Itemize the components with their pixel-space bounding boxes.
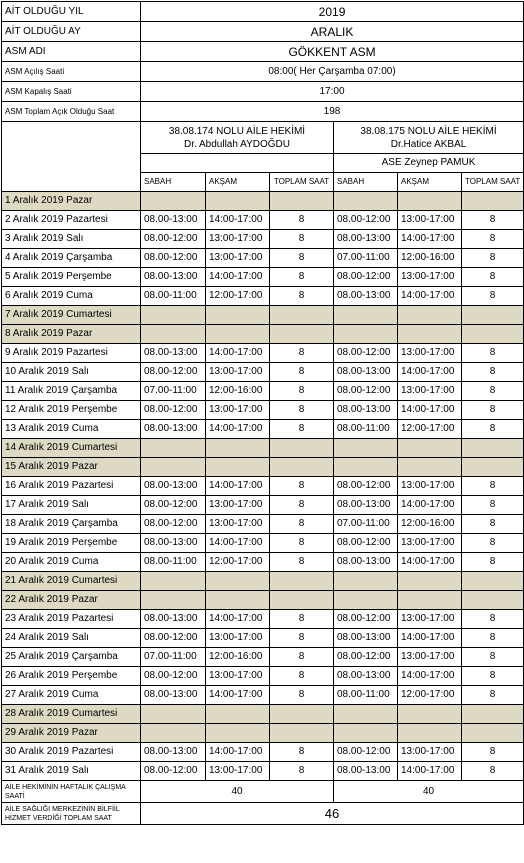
total-hours-cell: 8 — [462, 610, 524, 629]
time-range-cell: 14:00-17:00 — [206, 344, 270, 363]
close-time-label: ASM Kapalış Saati — [2, 82, 141, 102]
time-range-cell: 08.00-12:00 — [334, 743, 398, 762]
time-range-cell — [398, 439, 462, 458]
total-hours-cell: 8 — [462, 629, 524, 648]
total-hours-cell — [462, 705, 524, 724]
time-range-cell — [334, 306, 398, 325]
table-row — [2, 382, 524, 401]
col-total-a: TOPLAM SAAT — [270, 173, 334, 192]
time-range-cell: 08.00-12:00 — [334, 211, 398, 230]
total-hours-cell: 8 — [462, 268, 524, 287]
time-range-cell — [141, 325, 206, 344]
time-range-cell — [206, 306, 270, 325]
col-morning-a: SABAH — [141, 173, 206, 192]
table-row — [2, 496, 524, 515]
day-label: 18 Aralık 2019 Çarşamba — [2, 515, 141, 534]
time-range-cell: 12:00-16:00 — [398, 249, 462, 268]
time-range-cell: 08.00-11:00 — [334, 686, 398, 705]
time-range-cell — [334, 439, 398, 458]
time-range-cell — [141, 439, 206, 458]
time-range-cell: 14:00-17:00 — [398, 363, 462, 382]
table-row — [2, 686, 524, 705]
day-label: 4 Aralık 2019 Çarşamba — [2, 249, 141, 268]
time-range-cell: 08.00-12:00 — [141, 629, 206, 648]
total-hours-cell: 8 — [270, 762, 334, 781]
total-hours-cell: 8 — [462, 420, 524, 439]
table-row — [2, 477, 524, 496]
time-range-cell: 08.00-13:00 — [141, 420, 206, 439]
total-hours-cell: 8 — [270, 382, 334, 401]
day-label: 17 Aralık 2019 Salı — [2, 496, 141, 515]
open-time-label: ASM Açılış Saati — [2, 62, 141, 82]
time-range-cell: 07.00-11:00 — [141, 382, 206, 401]
total-hours-cell — [462, 439, 524, 458]
time-range-cell: 13:00-17:00 — [398, 477, 462, 496]
time-range-cell: 13:00-17:00 — [398, 268, 462, 287]
table-row — [2, 344, 524, 363]
total-hours-cell: 8 — [462, 382, 524, 401]
total-open-hours-value: 198 — [141, 102, 524, 122]
total-hours-cell: 8 — [270, 610, 334, 629]
asm-name-label: ASM ADI — [2, 42, 141, 62]
day-label: 13 Aralık 2019 Cuma — [2, 420, 141, 439]
time-range-cell: 14:00-17:00 — [398, 629, 462, 648]
total-hours-cell: 8 — [270, 287, 334, 306]
table-row — [2, 420, 524, 439]
time-range-cell: 14:00-17:00 — [206, 686, 270, 705]
time-range-cell — [206, 591, 270, 610]
weekend-row — [2, 325, 524, 344]
time-range-cell: 14:00-17:00 — [206, 534, 270, 553]
doctor-a-header — [141, 122, 334, 154]
table-row — [2, 363, 524, 382]
day-label: 22 Aralık 2019 Pazar — [2, 591, 141, 610]
time-range-cell — [398, 192, 462, 211]
time-range-cell: 14:00-17:00 — [206, 268, 270, 287]
total-hours-cell — [270, 724, 334, 743]
time-range-cell: 07.00-11:00 — [141, 648, 206, 667]
time-range-cell: 13:00-17:00 — [398, 610, 462, 629]
day-label: 11 Aralık 2019 Çarşamba — [2, 382, 141, 401]
time-range-cell: 13:00-17:00 — [398, 382, 462, 401]
time-range-cell: 08.00-13:00 — [334, 629, 398, 648]
time-range-cell: 08.00-13:00 — [334, 553, 398, 572]
time-range-cell: 13:00-17:00 — [206, 363, 270, 382]
asm-name-value: GÖKKENT ASM — [141, 42, 524, 62]
doctor-b-header — [334, 122, 524, 154]
time-range-cell: 13:00-17:00 — [206, 230, 270, 249]
total-hours-cell: 8 — [462, 401, 524, 420]
open-time-value: 08:00( Her Çarşamba 07:00) — [141, 62, 524, 82]
time-range-cell: 08.00-12:00 — [141, 496, 206, 515]
day-label: 27 Aralık 2019 Cuma — [2, 686, 141, 705]
time-range-cell — [141, 572, 206, 591]
table-row — [2, 629, 524, 648]
table-row — [2, 743, 524, 762]
time-range-cell: 08.00-13:00 — [334, 762, 398, 781]
time-range-cell: 08.00-12:00 — [334, 648, 398, 667]
time-range-cell: 14:00-17:00 — [398, 401, 462, 420]
day-label: 7 Aralık 2019 Cumartesi — [2, 306, 141, 325]
weekend-row — [2, 572, 524, 591]
time-range-cell — [206, 325, 270, 344]
time-range-cell: 08.00-12:00 — [334, 534, 398, 553]
close-time-value: 17:00 — [141, 82, 524, 102]
table-row — [2, 230, 524, 249]
ase-empty-cell — [141, 154, 334, 173]
time-range-cell: 08.00-13:00 — [141, 211, 206, 230]
month-value: ARALIK — [141, 22, 524, 42]
time-range-cell: 08.00-12:00 — [334, 477, 398, 496]
time-range-cell: 14:00-17:00 — [398, 553, 462, 572]
time-range-cell: 08.00-13:00 — [141, 610, 206, 629]
time-range-cell: 14:00-17:00 — [398, 287, 462, 306]
time-range-cell — [206, 724, 270, 743]
time-range-cell: 13:00-17:00 — [398, 743, 462, 762]
total-hours-cell: 8 — [462, 743, 524, 762]
day-label: 30 Aralık 2019 Pazartesi — [2, 743, 141, 762]
total-hours-cell — [462, 458, 524, 477]
time-range-cell: 08.00-13:00 — [141, 534, 206, 553]
time-range-cell: 13:00-17:00 — [206, 762, 270, 781]
weekend-row — [2, 458, 524, 477]
time-range-cell: 08.00-12:00 — [334, 382, 398, 401]
year-value: 2019 — [141, 2, 524, 22]
day-label: 14 Aralık 2019 Cumartesi — [2, 439, 141, 458]
time-range-cell — [141, 724, 206, 743]
total-hours-cell — [462, 325, 524, 344]
time-range-cell — [206, 705, 270, 724]
total-hours-cell: 8 — [270, 477, 334, 496]
table-row — [2, 648, 524, 667]
total-hours-cell: 8 — [462, 230, 524, 249]
time-range-cell: 08.00-13:00 — [334, 496, 398, 515]
time-range-cell: 14:00-17:00 — [398, 496, 462, 515]
time-range-cell: 14:00-17:00 — [206, 743, 270, 762]
total-hours-cell: 8 — [270, 629, 334, 648]
time-range-cell: 08.00-12:00 — [141, 667, 206, 686]
time-range-cell: 13:00-17:00 — [398, 648, 462, 667]
time-range-cell: 12:00-17:00 — [206, 553, 270, 572]
time-range-cell: 14:00-17:00 — [206, 610, 270, 629]
day-label: 3 Aralık 2019 Salı — [2, 230, 141, 249]
total-hours-cell — [270, 572, 334, 591]
total-hours-cell: 8 — [270, 553, 334, 572]
table-row — [2, 401, 524, 420]
total-hours-cell — [270, 458, 334, 477]
time-range-cell: 13:00-17:00 — [206, 629, 270, 648]
total-hours-cell: 8 — [462, 211, 524, 230]
day-label: 21 Aralık 2019 Cumartesi — [2, 572, 141, 591]
time-range-cell — [398, 591, 462, 610]
total-hours-cell — [462, 591, 524, 610]
doctor-b-name: Dr.Hatice AKBAL — [390, 138, 467, 150]
time-range-cell — [398, 306, 462, 325]
total-hours-cell: 8 — [270, 515, 334, 534]
time-range-cell: 14:00-17:00 — [398, 667, 462, 686]
day-label: 12 Aralık 2019 Perşembe — [2, 401, 141, 420]
col-morning-b: SABAH — [334, 173, 398, 192]
total-hours-cell — [270, 306, 334, 325]
total-hours-cell: 8 — [270, 534, 334, 553]
total-hours-cell: 8 — [270, 363, 334, 382]
time-range-cell: 14:00-17:00 — [206, 420, 270, 439]
time-range-cell — [334, 705, 398, 724]
time-range-cell: 12:00-17:00 — [206, 287, 270, 306]
total-hours-cell: 8 — [462, 363, 524, 382]
total-hours-cell: 8 — [270, 648, 334, 667]
weekend-row — [2, 705, 524, 724]
day-label: 5 Aralık 2019 Perşembe — [2, 268, 141, 287]
day-label: 10 Aralık 2019 Salı — [2, 363, 141, 382]
weekend-row — [2, 591, 524, 610]
day-label: 6 Aralık 2019 Cuma — [2, 287, 141, 306]
day-label: 29 Aralık 2019 Pazar — [2, 724, 141, 743]
time-range-cell — [398, 458, 462, 477]
weekly-hours-b: 40 — [334, 781, 524, 803]
time-range-cell — [141, 591, 206, 610]
time-range-cell: 08.00-13:00 — [334, 287, 398, 306]
time-range-cell: 08.00-11:00 — [141, 287, 206, 306]
total-hours-cell: 8 — [462, 496, 524, 515]
day-label: 26 Aralık 2019 Perşembe — [2, 667, 141, 686]
time-range-cell: 12:00-17:00 — [398, 686, 462, 705]
time-range-cell: 13:00-17:00 — [206, 249, 270, 268]
time-range-cell: 14:00-17:00 — [206, 477, 270, 496]
time-range-cell — [141, 192, 206, 211]
total-open-hours-label: ASM Toplam Açık Olduğu Saat — [2, 102, 141, 122]
day-label: 28 Aralık 2019 Cumartesi — [2, 705, 141, 724]
time-range-cell: 08.00-11:00 — [334, 420, 398, 439]
day-label: 16 Aralık 2019 Pazartesi — [2, 477, 141, 496]
total-hours-cell: 8 — [462, 762, 524, 781]
time-range-cell: 08.00-12:00 — [334, 268, 398, 287]
time-range-cell: 14:00-17:00 — [206, 211, 270, 230]
empty-header-cell — [2, 122, 141, 192]
total-hours-cell: 8 — [270, 401, 334, 420]
day-label: 19 Aralık 2019 Perşembe — [2, 534, 141, 553]
day-label: 1 Aralık 2019 Pazar — [2, 192, 141, 211]
total-hours-cell — [270, 325, 334, 344]
total-hours-cell: 8 — [462, 344, 524, 363]
time-range-cell: 08.00-12:00 — [334, 344, 398, 363]
day-label: 25 Aralık 2019 Çarşamba — [2, 648, 141, 667]
col-total-b: TOPLAM SAAT — [462, 173, 524, 192]
weekend-row — [2, 439, 524, 458]
time-range-cell: 08.00-13:00 — [141, 743, 206, 762]
total-hours-cell: 8 — [270, 268, 334, 287]
time-range-cell: 13:00-17:00 — [398, 534, 462, 553]
time-range-cell: 08.00-12:00 — [141, 401, 206, 420]
time-range-cell — [141, 458, 206, 477]
asm-total-hours-value: 46 — [141, 803, 524, 825]
time-range-cell — [206, 458, 270, 477]
table-row — [2, 515, 524, 534]
total-hours-cell — [270, 705, 334, 724]
time-range-cell: 08.00-12:00 — [141, 363, 206, 382]
day-label: 24 Aralık 2019 Salı — [2, 629, 141, 648]
day-label: 9 Aralık 2019 Pazartesi — [2, 344, 141, 363]
time-range-cell: 08.00-13:00 — [141, 477, 206, 496]
time-range-cell: 07.00-11:00 — [334, 515, 398, 534]
time-range-cell — [334, 724, 398, 743]
time-range-cell: 13:00-17:00 — [206, 401, 270, 420]
total-hours-cell: 8 — [462, 534, 524, 553]
time-range-cell: 08.00-13:00 — [334, 401, 398, 420]
total-hours-cell — [270, 192, 334, 211]
time-range-cell — [206, 572, 270, 591]
time-range-cell: 08.00-12:00 — [141, 230, 206, 249]
time-range-cell — [398, 705, 462, 724]
ase-name: ASE Zeynep PAMUK — [334, 154, 524, 173]
day-label: 23 Aralık 2019 Pazartesi — [2, 610, 141, 629]
table-row — [2, 287, 524, 306]
total-hours-cell — [462, 192, 524, 211]
time-range-cell: 12:00-16:00 — [206, 648, 270, 667]
col-evening-b: AKŞAM — [398, 173, 462, 192]
time-range-cell: 14:00-17:00 — [398, 230, 462, 249]
total-hours-cell: 8 — [462, 648, 524, 667]
time-range-cell — [206, 192, 270, 211]
time-range-cell — [334, 325, 398, 344]
time-range-cell: 12:00-17:00 — [398, 420, 462, 439]
weekend-row — [2, 192, 524, 211]
time-range-cell: 08.00-12:00 — [141, 762, 206, 781]
time-range-cell: 07.00-11:00 — [334, 249, 398, 268]
weekend-row — [2, 724, 524, 743]
time-range-cell: 13:00-17:00 — [206, 496, 270, 515]
weekly-hours-label: AİLE HEKİMİNİN HAFTALIK ÇALIŞMA SAATİ — [2, 781, 141, 803]
total-hours-cell: 8 — [270, 420, 334, 439]
time-range-cell — [398, 724, 462, 743]
time-range-cell: 08.00-12:00 — [141, 515, 206, 534]
total-hours-cell — [462, 572, 524, 591]
table-row — [2, 610, 524, 629]
time-range-cell — [334, 458, 398, 477]
doctor-a-unit: 38.08.174 NOLU AİLE HEKİMİ — [168, 125, 306, 137]
time-range-cell — [398, 325, 462, 344]
time-range-cell — [334, 572, 398, 591]
time-range-cell: 08.00-13:00 — [334, 667, 398, 686]
time-range-cell: 13:00-17:00 — [398, 211, 462, 230]
day-label: 31 Aralık 2019 Salı — [2, 762, 141, 781]
total-hours-cell: 8 — [270, 344, 334, 363]
total-hours-cell: 8 — [462, 287, 524, 306]
table-row — [2, 534, 524, 553]
time-range-cell — [398, 572, 462, 591]
total-hours-cell: 8 — [270, 496, 334, 515]
total-hours-cell: 8 — [462, 515, 524, 534]
total-hours-cell: 8 — [462, 553, 524, 572]
time-range-cell: 08.00-13:00 — [141, 686, 206, 705]
table-row — [2, 667, 524, 686]
total-hours-cell — [270, 439, 334, 458]
total-hours-cell: 8 — [462, 249, 524, 268]
time-range-cell: 14:00-17:00 — [398, 762, 462, 781]
time-range-cell: 08.00-13:00 — [141, 268, 206, 287]
time-range-cell — [206, 439, 270, 458]
time-range-cell: 13:00-17:00 — [206, 515, 270, 534]
time-range-cell — [334, 591, 398, 610]
table-row — [2, 553, 524, 572]
doctor-b-unit: 38.08.175 NOLU AİLE HEKİMİ — [360, 125, 497, 137]
total-hours-cell — [270, 591, 334, 610]
time-range-cell — [141, 705, 206, 724]
weekend-row — [2, 306, 524, 325]
time-range-cell: 08.00-13:00 — [334, 363, 398, 382]
total-hours-cell: 8 — [270, 230, 334, 249]
total-hours-cell: 8 — [270, 249, 334, 268]
time-range-cell: 08.00-13:00 — [141, 344, 206, 363]
total-hours-cell: 8 — [270, 686, 334, 705]
time-range-cell: 12:00-16:00 — [206, 382, 270, 401]
total-hours-cell: 8 — [462, 686, 524, 705]
time-range-cell: 13:00-17:00 — [206, 667, 270, 686]
time-range-cell — [334, 192, 398, 211]
time-range-cell: 13:00-17:00 — [398, 344, 462, 363]
day-label: 2 Aralık 2019 Pazartesi — [2, 211, 141, 230]
month-label: AİT OLDUĞU AY — [2, 22, 141, 42]
total-hours-cell — [462, 306, 524, 325]
day-label: 20 Aralık 2019 Cuma — [2, 553, 141, 572]
day-label: 8 Aralık 2019 Pazar — [2, 325, 141, 344]
time-range-cell — [141, 306, 206, 325]
table-row — [2, 268, 524, 287]
table-row — [2, 211, 524, 230]
time-range-cell: 08.00-12:00 — [141, 249, 206, 268]
schedule-table — [1, 1, 524, 825]
time-range-cell: 08.00-11:00 — [141, 553, 206, 572]
col-evening-a: AKŞAM — [206, 173, 270, 192]
day-label: 15 Aralık 2019 Pazar — [2, 458, 141, 477]
time-range-cell: 12:00-16:00 — [398, 515, 462, 534]
total-hours-cell: 8 — [270, 667, 334, 686]
time-range-cell: 08.00-12:00 — [334, 610, 398, 629]
asm-total-hours-label: AİLE SAĞLIĞI MERKEZİNİN BİLFİİL HİZMET VERDİĞİ TOPLAM SAAT — [2, 803, 141, 825]
table-row — [2, 762, 524, 781]
total-hours-cell — [462, 724, 524, 743]
weekly-hours-a: 40 — [141, 781, 334, 803]
doctor-a-name: Dr. Abdullah AYDOĞDU — [184, 138, 290, 150]
total-hours-cell: 8 — [462, 477, 524, 496]
total-hours-cell: 8 — [462, 667, 524, 686]
total-hours-cell: 8 — [270, 743, 334, 762]
time-range-cell: 08.00-13:00 — [334, 230, 398, 249]
table-row — [2, 249, 524, 268]
year-label: AİT OLDUĞU YIL — [2, 2, 141, 22]
total-hours-cell: 8 — [270, 211, 334, 230]
